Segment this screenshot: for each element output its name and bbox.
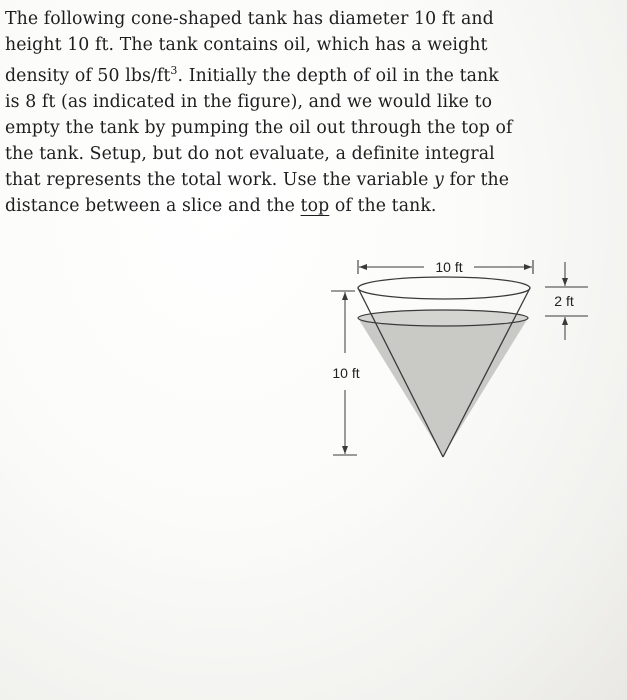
gap-label: 2 ft: [554, 293, 574, 309]
problem-line-rest: . Initially the depth of oil in the tank: [177, 65, 499, 86]
problem-line: the tank. Setup, but do not evaluate, a definite integral: [5, 143, 495, 164]
problem-line: height 10 ft. The tank contains oil, which has a weight: [5, 35, 488, 55]
problem-line-end: of the tank.: [329, 195, 437, 216]
tank-top-ellipse: [358, 277, 530, 299]
density-text: density of 50 lbs/ft: [5, 65, 171, 86]
problem-line-start: distance between a slice and the: [5, 195, 301, 216]
gap-arrow-bottom: [562, 317, 568, 325]
underlined-top: top: [300, 195, 330, 216]
problem-line: is 8 ft (as indicated in the figure), and we would like to: [5, 91, 493, 112]
problem-line: The following cone-shaped tank has diameter 10 ft and: [5, 9, 494, 29]
diameter-arrow-right: [524, 264, 532, 270]
height-label: 10 ft: [332, 365, 360, 381]
cubed-exponent: 3: [170, 64, 178, 77]
variable-y: y: [434, 169, 444, 190]
diameter-label: 10 ft: [435, 259, 463, 275]
oil-region: [358, 312, 528, 456]
problem-line-start: that represents the total work. Use the variable: [5, 169, 435, 190]
problem-line: empty the tank by pumping the oil out through the top of: [5, 117, 513, 138]
height-arrow-top: [342, 292, 348, 300]
oil-surface-ellipse: [358, 310, 528, 326]
problem-line-end: for the: [443, 169, 510, 190]
gap-arrow-top: [562, 278, 568, 286]
height-arrow-bottom: [342, 446, 348, 454]
diameter-arrow-left: [359, 264, 367, 270]
